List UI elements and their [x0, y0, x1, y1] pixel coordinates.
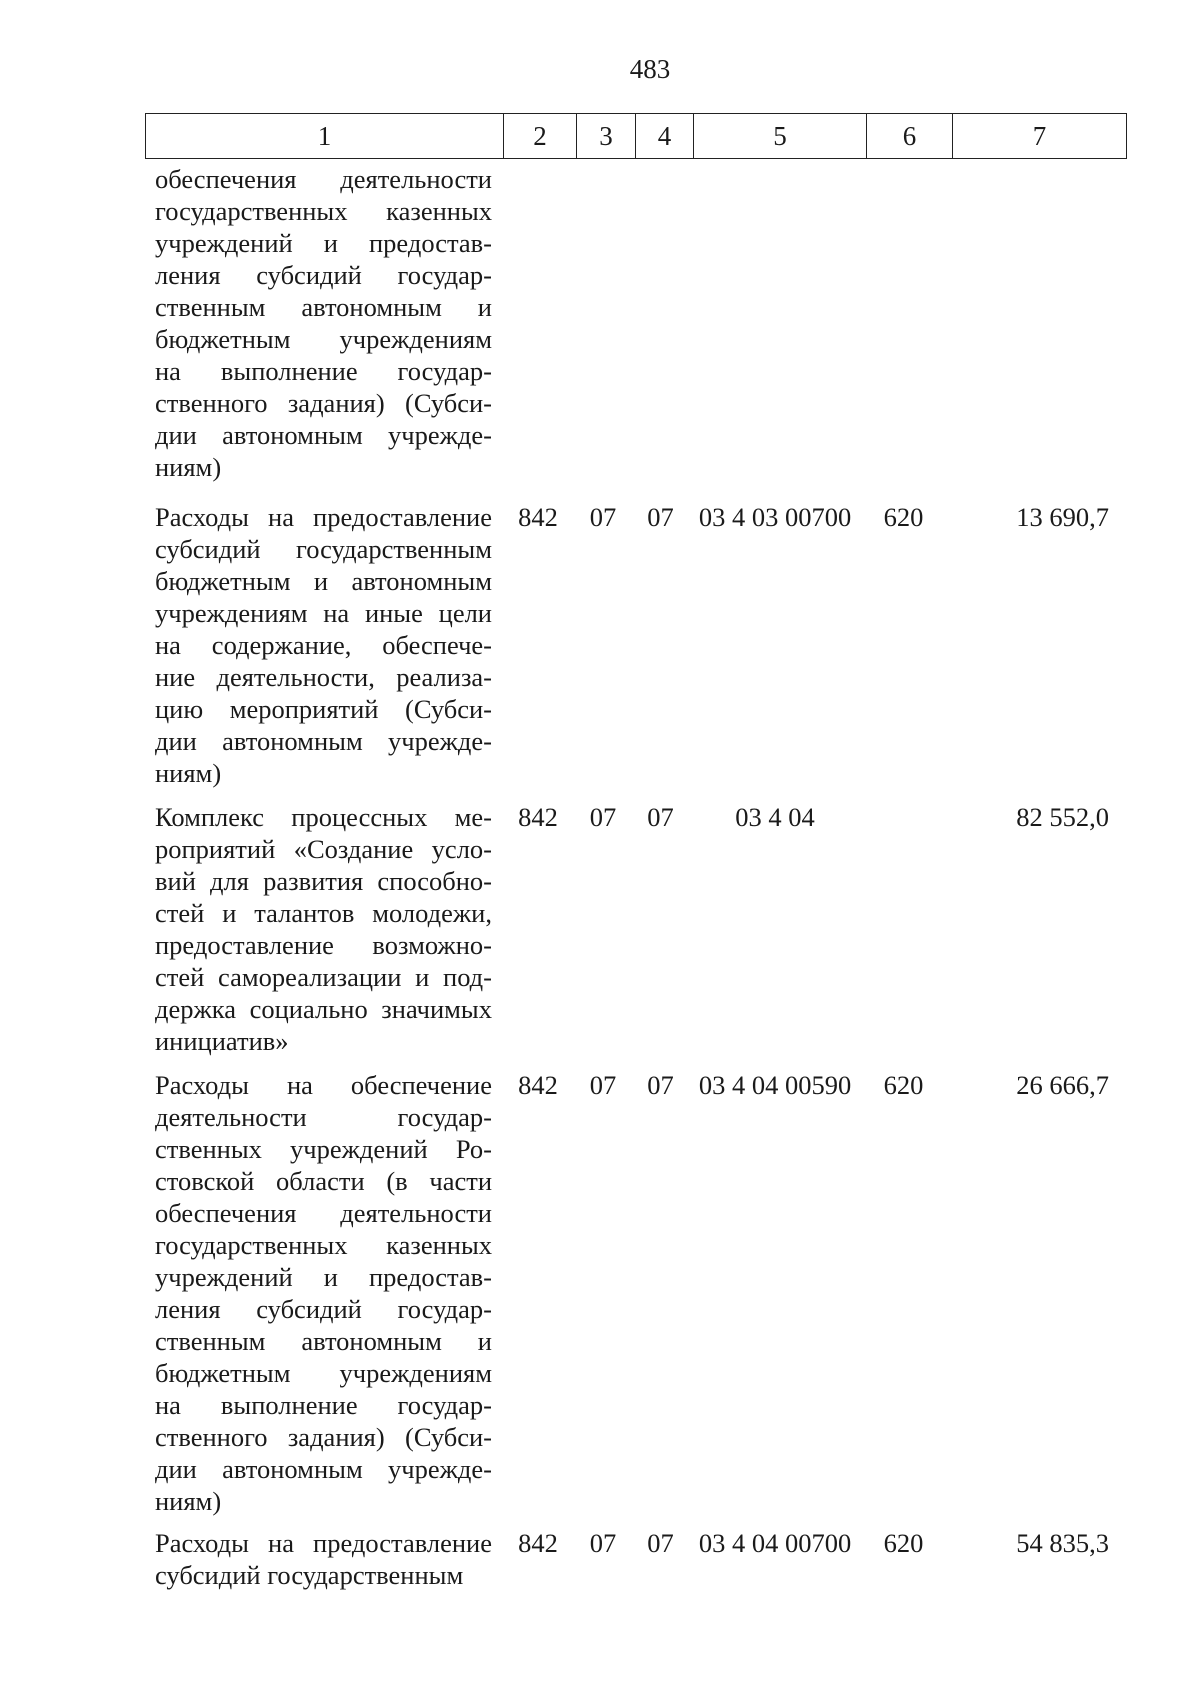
cell-subsection [632, 163, 689, 195]
description-line: государственных казенных [155, 196, 492, 226]
description-line: бюджетным учреждениям [155, 324, 492, 354]
column-header-3: 3 [577, 114, 636, 159]
description-line: ственных учреждений Ро- [155, 1134, 492, 1164]
cell-admin-code [502, 163, 574, 195]
row-description [155, 1527, 492, 1591]
cell-subsection: 07 [647, 1528, 674, 1558]
column-header-2: 2 [504, 114, 577, 159]
cell-section: 07 [589, 1070, 617, 1100]
description-line: деятельности государ- [155, 1102, 492, 1132]
description-line: инициатив» [155, 1026, 289, 1056]
cell-amount: 54 835,3 [1016, 1528, 1109, 1558]
cell-section: 07 [589, 502, 617, 532]
description-line: предоставление возможно- [155, 930, 492, 960]
row-description [155, 1069, 492, 1517]
description-line: ления субсидий государ- [155, 260, 492, 290]
cell-admin-code: 842 [518, 1070, 558, 1100]
description-line: ние деятельности, реализа- [155, 662, 492, 692]
description-line: стей самореализации и под- [155, 962, 492, 992]
cell-expense-type: 620 [883, 502, 924, 532]
cell-subsection: 07 [647, 802, 674, 832]
description-line: стей и талантов молодежи, [155, 898, 492, 928]
column-header-7: 7 [953, 114, 1127, 159]
column-header-4: 4 [636, 114, 694, 159]
description-line: ственного задания) (Субси- [155, 388, 492, 418]
cell-target-article: 03 4 03 00700 [698, 502, 852, 532]
cell-target-article: 03 4 04 00590 [698, 1070, 852, 1100]
description-line: дии автономным учрежде- [155, 1454, 492, 1484]
description-line: бюджетным учреждениям [155, 1358, 492, 1388]
cell-expense-type: 620 [883, 1528, 924, 1558]
cell-amount: 26 666,7 [1016, 1070, 1109, 1100]
cell-section: 07 [589, 1528, 617, 1558]
description-line: держка социально значимых [155, 994, 492, 1024]
cell-expense-type [861, 163, 946, 195]
column-header-5: 5 [694, 114, 867, 159]
row-description [155, 501, 492, 789]
description-line: ниям) [155, 1486, 222, 1516]
description-line: роприятий «Создание усло- [155, 834, 492, 864]
description-line: учреждений и предостав- [155, 228, 492, 258]
cell-target-article [689, 163, 861, 195]
description-line: бюджетным и автономным [155, 566, 492, 596]
description-line: ниям) [155, 452, 222, 482]
column-header-6: 6 [867, 114, 953, 159]
description-line: на выполнение государ- [155, 356, 492, 386]
cell-admin-code: 842 [518, 802, 558, 832]
description-line: субсидий государственным [155, 1560, 464, 1590]
description-line: стовской области (в части [155, 1166, 492, 1196]
description-line: учреждениям на иные цели [155, 598, 492, 628]
description-line: ственного задания) (Субси- [155, 1422, 492, 1452]
cell-amount: 13 690,7 [1016, 502, 1109, 532]
cell-subsection: 07 [647, 502, 674, 532]
description-line: Комплекс процессных ме- [155, 802, 492, 832]
cell-expense-type [861, 801, 946, 833]
description-line: на выполнение государ- [155, 1390, 492, 1420]
cell-section [574, 163, 632, 195]
description-line: вий для развития способно- [155, 866, 492, 896]
description-line: ниям) [155, 758, 222, 788]
cell-target-article: 03 4 04 00700 [698, 1528, 852, 1558]
cell-target-article: 03 4 04 [735, 802, 815, 832]
description-line: на содержание, обеспече- [155, 630, 492, 660]
cell-amount [946, 163, 1109, 195]
description-line: субсидий государственным [155, 534, 492, 564]
description-line: Расходы на предоставление [155, 1528, 492, 1558]
description-line: дии автономным учрежде- [155, 420, 492, 450]
cell-admin-code: 842 [518, 502, 558, 532]
description-line: цию мероприятий (Субси- [155, 694, 492, 724]
cell-section: 07 [589, 802, 617, 832]
cell-amount: 82 552,0 [1016, 802, 1109, 832]
row-description [155, 163, 492, 483]
description-line: Расходы на предоставление [155, 502, 492, 532]
description-line: обеспечения деятельности [155, 1198, 492, 1228]
page-number: 483 [629, 54, 671, 84]
column-header-1: 1 [146, 114, 504, 159]
description-line: ления субсидий государ- [155, 1294, 492, 1324]
column-header-table [145, 113, 1127, 159]
cell-admin-code: 842 [518, 1528, 558, 1558]
description-line: государственных казенных [155, 1230, 492, 1260]
cell-expense-type: 620 [883, 1070, 924, 1100]
description-line: обеспечения деятельности [155, 164, 492, 194]
description-line: Расходы на обеспечение [155, 1070, 492, 1100]
description-line: дии автономным учрежде- [155, 726, 492, 756]
description-line: учреждений и предостав- [155, 1262, 492, 1292]
description-line: ственным автономным и [155, 292, 492, 322]
row-description [155, 801, 492, 1057]
cell-subsection: 07 [647, 1070, 674, 1100]
column-header-row [146, 114, 1127, 159]
description-line: ственным автономным и [155, 1326, 492, 1356]
